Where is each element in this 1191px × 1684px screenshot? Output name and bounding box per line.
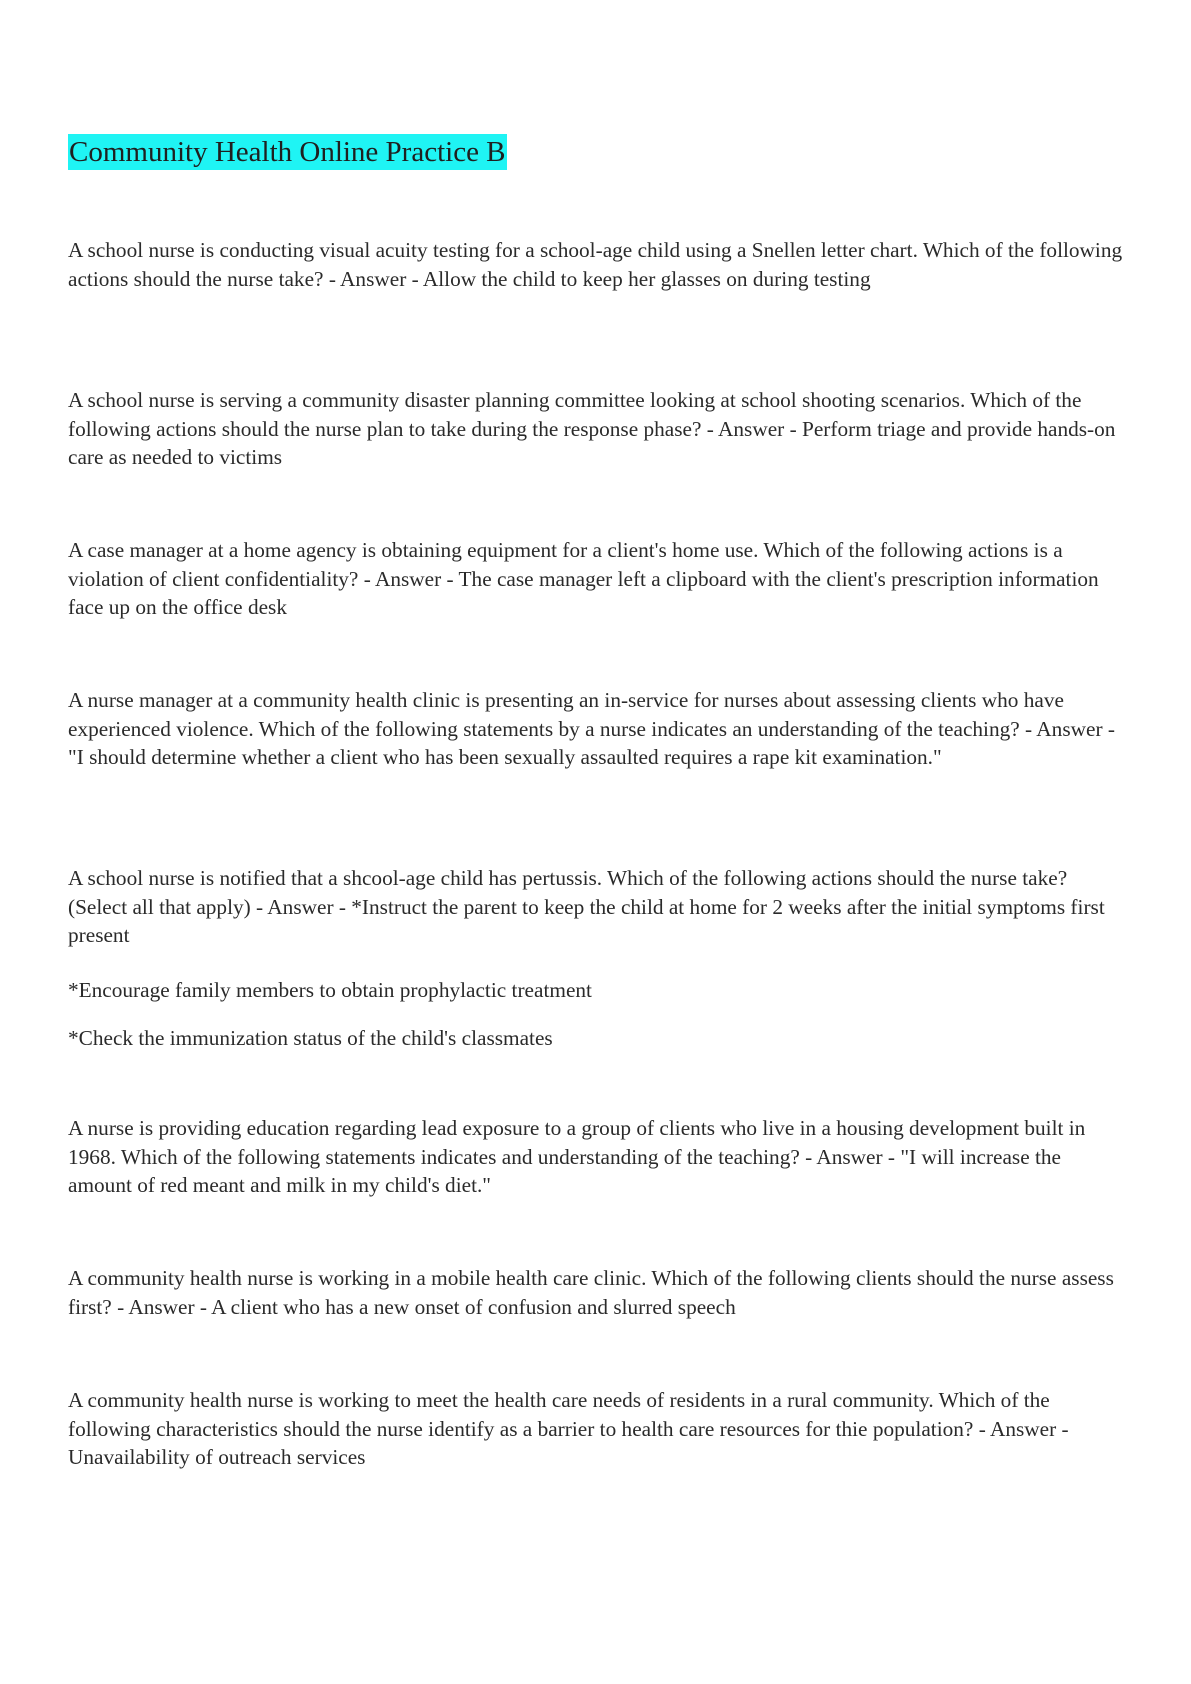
qa-item-3: A case manager at a home agency is obtaining equipment for a client's home use. Which of the following actions is a violation of client confidentiality? - Answer - The case manager left a clipboard with the client's prescription information face up on the office desk — [68, 538, 1099, 620]
qa-item-5: A school nurse is notified that a shcool-age child has pertussis. Which of the following actions should the nurse take? (Select all that apply) - Answer - *Instruct the parent to keep the child at home for 2 weeks after the initial symptoms first present — [68, 866, 1105, 948]
qa-item-1: A school nurse is conducting visual acuity testing for a school-age child using a Snellen letter chart. Which of the following actions should the nurse take? - Answer - Allow the child to keep her glasses on during testing — [68, 238, 1123, 291]
qa-item-6: A nurse is providing education regarding lead exposure to a group of clients who live in a housing development built in 1968. Which of the following statements indicates and understanding of the teaching? - Answer - "I will increase the amount of red meant and milk in my child's diet." — [68, 1116, 1086, 1198]
qa-item-8: A community health nurse is working to meet the health care needs of residents in a rural community. Which of the following characteristics should the nurse identify as a barrier to health care resources for thie population? - Answer - Unavailability of outreach services — [68, 1388, 1069, 1470]
qa-item-7: A community health nurse is working in a mobile health care clinic. Which of the following clients should the nurse assess first? - Answer - A client who has a new onset of confusion and slurred speech — [68, 1266, 1114, 1319]
title-block — [68, 132, 507, 170]
qa-item-5-extra-2: *Check the immunization status of the child's classmates — [68, 1026, 553, 1050]
page-title: Community Health Online Practice B — [69, 136, 506, 168]
qa-item-2: A school nurse is serving a community disaster planning committee looking at school shooting scenarios. Which of the following actions should the nurse plan to take during the response phase? - Answer - Perform triage and provide hands-on care as needed to victims — [68, 388, 1116, 470]
qa-item-5-extra-1: *Encourage family members to obtain prophylactic treatment — [68, 978, 592, 1002]
qa-item-4: A nurse manager at a community health clinic is presenting an in-service for nurses about assessing clients who have experienced violence. Which of the following statements by a nurse indicates an understanding of the teaching? - Answer - "I should determine whether a client who has been sexually assaulted requires a rape kit examination." — [68, 688, 1115, 770]
